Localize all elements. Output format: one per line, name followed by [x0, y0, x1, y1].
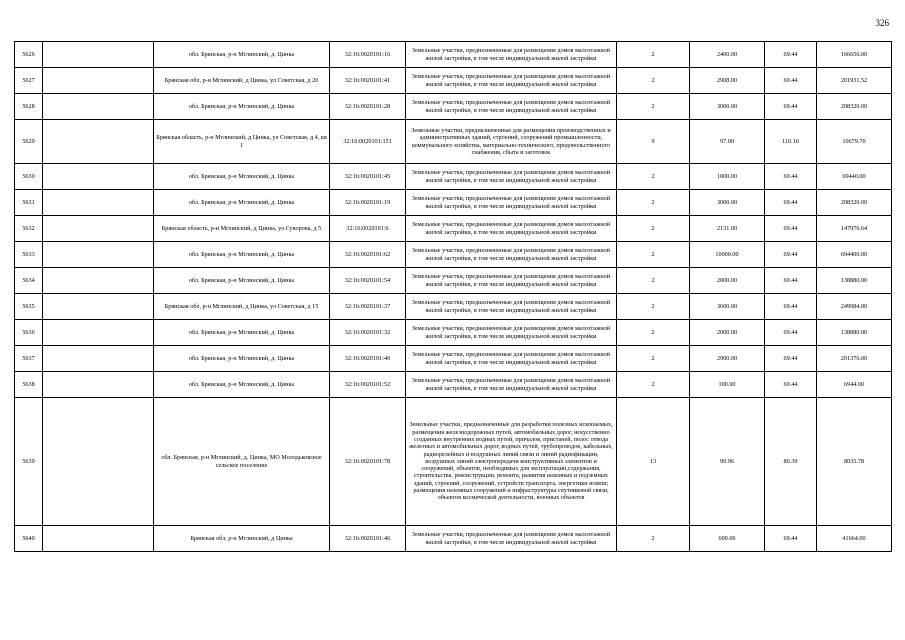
table-row [15, 120, 892, 164]
empty-cell [43, 164, 154, 190]
cadastral-number-cell: 32:16:0020101:46 [330, 526, 406, 552]
table-row [15, 42, 892, 68]
rate-cell: 69.44 [765, 346, 817, 372]
empty-cell [43, 216, 154, 242]
rate-cell: 69.44 [765, 320, 817, 346]
group-cell: 13 [617, 398, 690, 526]
area-cell: 2000.00 [690, 320, 765, 346]
cadastral-value-cell: 201931.52 [817, 68, 892, 94]
cadastral-value-cell: 69440.00 [817, 164, 892, 190]
area-cell: 2900.00 [690, 346, 765, 372]
area-cell: 2131.00 [690, 216, 765, 242]
row-number: 5632 [15, 216, 43, 242]
group-cell: 2 [617, 294, 690, 320]
area-cell: 97.00 [690, 120, 765, 164]
land-use-cell: Земельные участки, предназначенные для размещения домов малоэтажной жилой застройки, в том числе индивидуальной жилой застройки [406, 42, 617, 68]
land-register-table [14, 41, 892, 552]
cadastral-value-cell: 201376.00 [817, 346, 892, 372]
address-cell: обл. Брянская, р-н Мглинский, д. Цинка [154, 42, 330, 68]
row-number: 5636 [15, 320, 43, 346]
empty-cell [43, 190, 154, 216]
cadastral-value-cell: 249984.00 [817, 294, 892, 320]
table-row [15, 526, 892, 552]
empty-cell [43, 372, 154, 398]
group-cell: 2 [617, 164, 690, 190]
land-use-cell: Земельные участки, предназначенные для размещения домов малоэтажной жилой застройки, в том числе индивидуальной жилой застройки [406, 68, 617, 94]
address-cell: Брянская обл, р-н Мглинский, д Цинка [154, 526, 330, 552]
rate-cell: 69.44 [765, 268, 817, 294]
empty-cell [43, 42, 154, 68]
land-use-cell: Земельные участки, предназначенные для размещения домов малоэтажной жилой застройки, в том числе индивидуальной жилой застройки [406, 242, 617, 268]
cadastral-value-cell: 138880.00 [817, 320, 892, 346]
land-use-cell: Земельные участки, предназначенные для размещения домов малоэтажной жилой застройки, в том числе индивидуальной жилой застройки [406, 268, 617, 294]
page-number: 326 [875, 18, 889, 28]
rate-cell: 69.44 [765, 190, 817, 216]
group-cell: 2 [617, 42, 690, 68]
address-cell: обл. Брянская, р-н Мглинский, д. Цинка [154, 242, 330, 268]
address-cell: Брянская обл, р-н Мглинский, д Цинка, ул Советская, д 20 [154, 68, 330, 94]
address-cell: обл. Брянская, р-н Мглинский, д. Цинка [154, 190, 330, 216]
group-cell: 2 [617, 268, 690, 294]
group-cell: 2 [617, 68, 690, 94]
row-number: 5627 [15, 68, 43, 94]
row-number: 5631 [15, 190, 43, 216]
address-cell: Брянская область, р-н Мглинский, д Цинка, ул Советская, д 4, кв 1 [154, 120, 330, 164]
table-row [15, 164, 892, 190]
empty-cell [43, 68, 154, 94]
address-cell: обл. Брянская, р-н Мглинский, д. Цинка [154, 164, 330, 190]
area-cell: 3000.00 [690, 94, 765, 120]
group-cell: 2 [617, 190, 690, 216]
land-use-cell: Земельные участки, предназначенные для размещения домов малоэтажной жилой застройки, в том числе индивидуальной жилой застройки [406, 216, 617, 242]
area-cell: 600.00 [690, 526, 765, 552]
cadastral-number-cell: 32:16:0020101:54 [330, 268, 406, 294]
area-cell: 100.00 [690, 372, 765, 398]
address-cell: обл. Брянская, р-н Мглинский, д. Цинка [154, 372, 330, 398]
cadastral-value-cell: 208320.00 [817, 94, 892, 120]
row-number: 5629 [15, 120, 43, 164]
empty-cell [43, 120, 154, 164]
group-cell: 2 [617, 94, 690, 120]
row-number: 5635 [15, 294, 43, 320]
area-cell: 99.96 [690, 398, 765, 526]
cadastral-value-cell: 6944.00 [817, 372, 892, 398]
cadastral-value-cell: 208320.00 [817, 190, 892, 216]
area-cell: 2000.00 [690, 268, 765, 294]
cadastral-value-cell: 8035.78 [817, 398, 892, 526]
cadastral-number-cell: 32:16:0020101:151 [330, 120, 406, 164]
rate-cell: 80.39 [765, 398, 817, 526]
land-use-cell: Земельные участки, предназначенные для размещения домов малоэтажной жилой застройки, в том числе индивидуальной жилой застройки [406, 294, 617, 320]
area-cell: 10000.00 [690, 242, 765, 268]
rate-cell: 69.44 [765, 68, 817, 94]
rate-cell: 69.44 [765, 94, 817, 120]
cadastral-number-cell: 32:16:0020101:32 [330, 320, 406, 346]
empty-cell [43, 346, 154, 372]
row-number: 5633 [15, 242, 43, 268]
group-cell: 2 [617, 216, 690, 242]
row-number: 5639 [15, 398, 43, 526]
land-use-cell: Земельные участки, предназначенные для размещения домов малоэтажной жилой застройки, в том числе индивидуальной жилой застройки [406, 526, 617, 552]
cadastral-value-cell: 694400.00 [817, 242, 892, 268]
table-row [15, 190, 892, 216]
row-number: 5637 [15, 346, 43, 372]
table-row [15, 216, 892, 242]
land-use-cell: Земельные участки, предназначенные для размещения домов малоэтажной жилой застройки, в том числе индивидуальной жилой застройки [406, 372, 617, 398]
land-use-cell: Земельные участки, предназначенные для размещения производственных и административных зданий, строений, сооружений промышленности, коммунального хозяйства, материально-технического, продовольственного снабжения, сбыта и заготовок [406, 120, 617, 164]
cadastral-number-cell: 32:16:0020101:16 [330, 42, 406, 68]
rate-cell: 69.44 [765, 42, 817, 68]
group-cell: 9 [617, 120, 690, 164]
address-cell: обл. Брянская, р-н Мглинский, д. Цинка, МО Молодьковское сельское поселение [154, 398, 330, 526]
group-cell: 2 [617, 242, 690, 268]
land-use-cell: Земельные участки, предназначенные для размещения домов малоэтажной жилой застройки, в том числе индивидуальной жилой застройки [406, 164, 617, 190]
address-cell: обл. Брянская, р-н Мглинский, д. Цинка [154, 94, 330, 120]
group-cell: 2 [617, 320, 690, 346]
address-cell: обл. Брянская, р-н Мглинский, д. Цинка [154, 268, 330, 294]
cadastral-value-cell: 10679.70 [817, 120, 892, 164]
empty-cell [43, 320, 154, 346]
land-use-cell: Земельные участки, предназначенные для размещения домов малоэтажной жилой застройки, в том числе индивидуальной жилой застройки [406, 320, 617, 346]
area-cell: 3600.00 [690, 294, 765, 320]
address-cell: Брянская обл, р-н Мглинский, д Цинка, ул Советская, д 15 [154, 294, 330, 320]
row-number: 5626 [15, 42, 43, 68]
cadastral-number-cell: 32:16:0020101:52 [330, 372, 406, 398]
land-use-cell: Земельные участки, предназначенные для разработки полезных ископаемых, размещения железнодорожных путей, автомобильных дорог, искусственно созданных внутренних водных путей, причалов, пристаней, полос отвода железных и автомобильных дорог, водных путей, трубопроводов, кабельных, радиорелейных и воздушных линий связи и линий радиофикации, воздушных линий электропередачи конструктивных элементов и сооружений, объектов, необходимых для эксплуатации,содержания, строительства, реконструкции, ремонта, развития наземных и подземных зданий, строений, сооружений, устройств транспорта, энергетики исвязи; размещения наземных сооружений и инфраструктуры спутниковой связи, объектов космической деятельности, военных объектов [406, 398, 617, 526]
row-number: 5640 [15, 526, 43, 552]
group-cell: 2 [617, 526, 690, 552]
cadastral-number-cell: 32:16:0020101:37 [330, 294, 406, 320]
land-use-cell: Земельные участки, предназначенные для размещения домов малоэтажной жилой застройки, в том числе индивидуальной жилой застройки [406, 190, 617, 216]
rate-cell: 69.44 [765, 372, 817, 398]
area-cell: 2908.00 [690, 68, 765, 94]
land-use-cell: Земельные участки, предназначенные для размещения домов малоэтажной жилой застройки, в том числе индивидуальной жилой застройки [406, 346, 617, 372]
row-number: 5634 [15, 268, 43, 294]
empty-cell [43, 268, 154, 294]
cadastral-number-cell: 32:16:0020101:6 [330, 216, 406, 242]
address-cell: Брянская область, р-н Мглинский, д Цинка, ул Суворова, д 5 [154, 216, 330, 242]
table-row [15, 372, 892, 398]
cadastral-number-cell: 32:16:0020101:41 [330, 68, 406, 94]
table-row [15, 346, 892, 372]
rate-cell: 69.44 [765, 216, 817, 242]
table-row [15, 320, 892, 346]
row-number: 5630 [15, 164, 43, 190]
cadastral-value-cell: 166656.00 [817, 42, 892, 68]
table-row [15, 94, 892, 120]
table-row [15, 398, 892, 526]
area-cell: 2400.00 [690, 42, 765, 68]
rate-cell: 69.44 [765, 164, 817, 190]
row-number: 5638 [15, 372, 43, 398]
cadastral-value-cell: 41664.00 [817, 526, 892, 552]
group-cell: 2 [617, 346, 690, 372]
table-row [15, 268, 892, 294]
row-number: 5628 [15, 94, 43, 120]
area-cell: 1000.00 [690, 164, 765, 190]
cadastral-number-cell: 32:16:0020101:78 [330, 398, 406, 526]
empty-cell [43, 94, 154, 120]
table-row [15, 294, 892, 320]
empty-cell [43, 294, 154, 320]
group-cell: 2 [617, 372, 690, 398]
cadastral-number-cell: 32:16:0020101:45 [330, 164, 406, 190]
table-row [15, 68, 892, 94]
empty-cell [43, 242, 154, 268]
address-cell: обл. Брянская, р-н Мглинский, д. Цинка [154, 346, 330, 372]
empty-cell [43, 398, 154, 526]
address-cell: обл. Брянская, р-н Мглинский, д. Цинка [154, 320, 330, 346]
area-cell: 3000.00 [690, 190, 765, 216]
rate-cell: 69.44 [765, 526, 817, 552]
rate-cell: 110.10 [765, 120, 817, 164]
empty-cell [43, 526, 154, 552]
rate-cell: 69.44 [765, 294, 817, 320]
cadastral-number-cell: 32:16:0020101:28 [330, 94, 406, 120]
cadastral-number-cell: 32:16:0020101:19 [330, 190, 406, 216]
cadastral-number-cell: 32:16:0020101:40 [330, 346, 406, 372]
cadastral-value-cell: 147976.64 [817, 216, 892, 242]
rate-cell: 69.44 [765, 242, 817, 268]
land-use-cell: Земельные участки, предназначенные для размещения домов малоэтажной жилой застройки, в том числе индивидуальной жилой застройки [406, 94, 617, 120]
cadastral-value-cell: 138880.00 [817, 268, 892, 294]
cadastral-number-cell: 32:16:0020101:62 [330, 242, 406, 268]
table-row [15, 242, 892, 268]
